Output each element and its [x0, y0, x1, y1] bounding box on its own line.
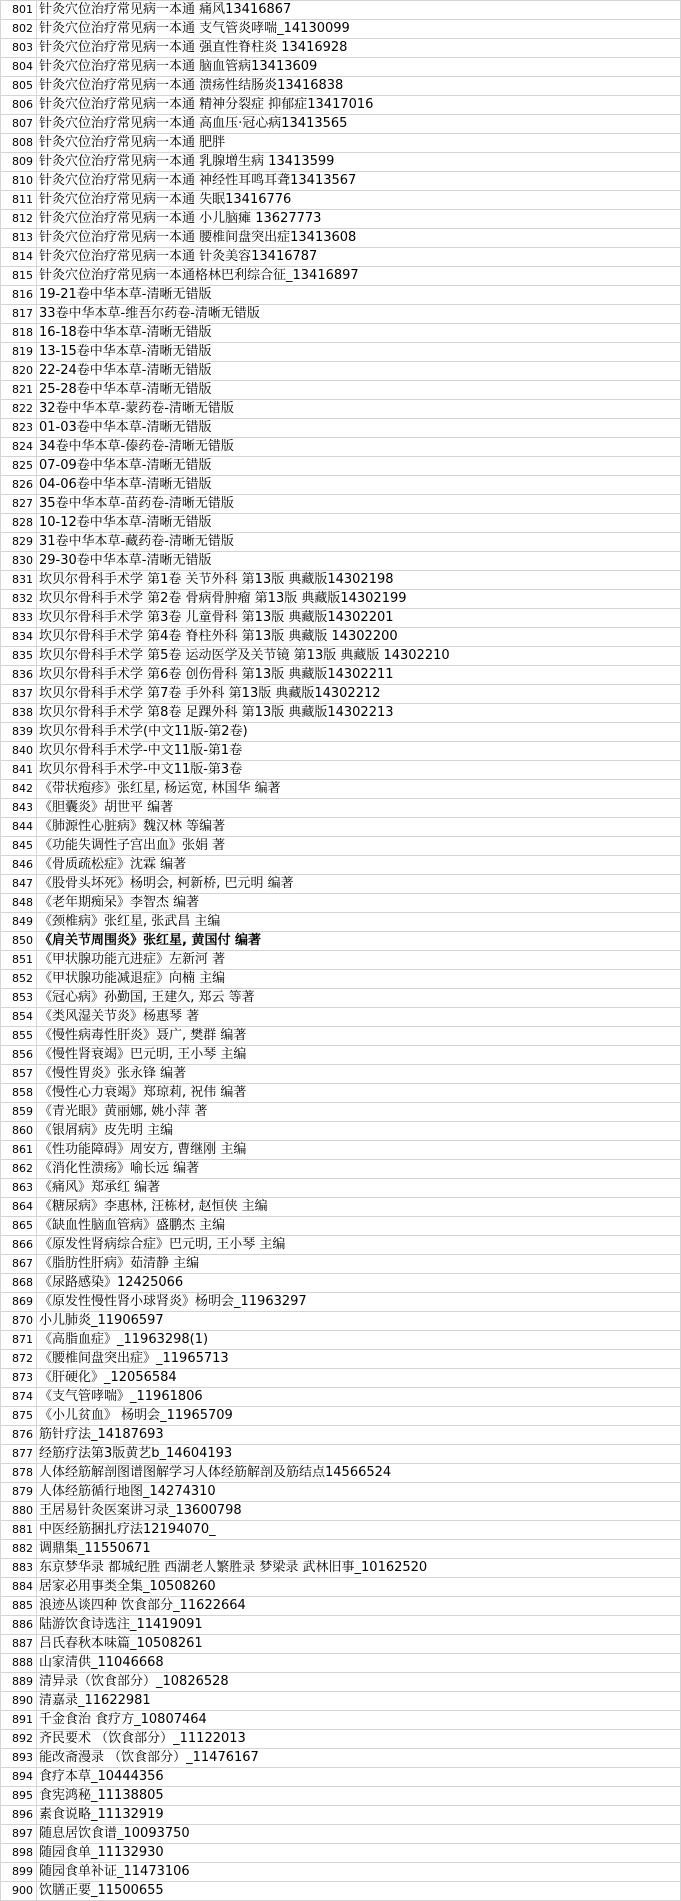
book-title-cell[interactable]: 坎贝尔骨科手术学 第1卷 关节外科 第13版 典藏版14302198 — [37, 571, 681, 590]
row-number-cell[interactable]: 859 — [0, 1103, 37, 1122]
row-number-cell[interactable]: 867 — [0, 1255, 37, 1274]
book-title-cell[interactable]: 25-28卷中华本草-清晰无错版 — [37, 381, 681, 400]
book-title-cell[interactable]: 《消化性溃疡》喻长远 编著 — [37, 1160, 681, 1179]
book-title-cell[interactable]: 《胆囊炎》胡世平 编著 — [37, 799, 681, 818]
book-title-cell[interactable]: 坎贝尔骨科手术学 第3卷 儿童骨科 第13版 典藏版14302201 — [37, 609, 681, 628]
row-number-cell[interactable]: 817 — [0, 305, 37, 324]
book-title-cell[interactable]: 坎贝尔骨科手术学(中文11版-第2卷) — [37, 723, 681, 742]
row-number-cell[interactable]: 803 — [0, 39, 37, 58]
book-title-cell[interactable]: 能改斋漫录 （饮食部分）_11476167 — [37, 1749, 681, 1768]
row-number-cell[interactable]: 818 — [0, 324, 37, 343]
book-title-cell[interactable]: 针灸穴位治疗常见病一本通 乳腺增生病 13413599 — [37, 153, 681, 172]
book-title-cell[interactable]: 《脂肪性肝病》茹清静 主编 — [37, 1255, 681, 1274]
book-title-cell[interactable]: 随园食单补证_11473106 — [37, 1863, 681, 1882]
row-number-cell[interactable]: 843 — [0, 799, 37, 818]
book-title-cell[interactable]: 针灸穴位治疗常见病一本通 支气管炎哮喘_14130099 — [37, 20, 681, 39]
book-title-cell[interactable]: 01-03卷中华本草-清晰无错版 — [37, 419, 681, 438]
row-number-cell[interactable]: 821 — [0, 381, 37, 400]
row-number-cell[interactable]: 864 — [0, 1198, 37, 1217]
row-number-cell[interactable]: 831 — [0, 571, 37, 590]
book-title-cell[interactable]: 坎贝尔骨科手术学 第6卷 创伤骨科 第13版 典藏版14302211 — [37, 666, 681, 685]
row-number-cell[interactable]: 881 — [0, 1521, 37, 1540]
row-number-cell[interactable]: 895 — [0, 1787, 37, 1806]
row-number-cell[interactable]: 885 — [0, 1597, 37, 1616]
row-number-cell[interactable]: 804 — [0, 58, 37, 77]
book-title-cell[interactable]: 饮膳正要_11500655 — [37, 1882, 681, 1901]
row-number-cell[interactable]: 850 — [0, 932, 37, 951]
book-title-cell[interactable]: 《慢性肾衰竭》巴元明, 王小琴 主编 — [37, 1046, 681, 1065]
row-number-cell[interactable]: 814 — [0, 248, 37, 267]
book-title-cell[interactable]: 坎贝尔骨科手术学 第8卷 足踝外科 第13版 典藏版14302213 — [37, 704, 681, 723]
row-number-cell[interactable]: 882 — [0, 1540, 37, 1559]
row-number-cell[interactable]: 880 — [0, 1502, 37, 1521]
book-title-cell[interactable]: 《腰椎间盘突出症》_11965713 — [37, 1350, 681, 1369]
row-number-cell[interactable]: 840 — [0, 742, 37, 761]
book-title-cell[interactable]: 针灸穴位治疗常见病一本通 失眠13416776 — [37, 191, 681, 210]
row-number-cell[interactable]: 842 — [0, 780, 37, 799]
row-number-cell[interactable]: 876 — [0, 1426, 37, 1445]
book-title-cell[interactable]: 清异录（饮食部分）_10826528 — [37, 1673, 681, 1692]
row-number-cell[interactable]: 845 — [0, 837, 37, 856]
row-number-cell[interactable]: 887 — [0, 1635, 37, 1654]
row-number-cell[interactable]: 861 — [0, 1141, 37, 1160]
row-number-cell[interactable]: 805 — [0, 77, 37, 96]
row-number-cell[interactable]: 812 — [0, 210, 37, 229]
row-number-cell[interactable]: 858 — [0, 1084, 37, 1103]
row-number-cell[interactable]: 893 — [0, 1749, 37, 1768]
row-number-cell[interactable]: 835 — [0, 647, 37, 666]
row-number-cell[interactable]: 886 — [0, 1616, 37, 1635]
row-number-cell[interactable]: 852 — [0, 970, 37, 989]
book-title-cell[interactable]: 《带状疱疹》张红星, 杨运宽, 林国华 编著 — [37, 780, 681, 799]
book-title-cell[interactable]: 食疗本草_10444356 — [37, 1768, 681, 1787]
book-title-cell[interactable]: 《类风湿关节炎》杨惠琴 著 — [37, 1008, 681, 1027]
row-number-cell[interactable]: 806 — [0, 96, 37, 115]
book-title-cell[interactable]: 29-30卷中华本草-清晰无错版 — [37, 552, 681, 571]
row-number-cell[interactable]: 897 — [0, 1825, 37, 1844]
row-number-cell[interactable]: 802 — [0, 20, 37, 39]
book-title-cell[interactable]: 《颈椎病》张红星, 张武昌 主编 — [37, 913, 681, 932]
row-number-cell[interactable]: 879 — [0, 1483, 37, 1502]
book-title-cell[interactable]: 19-21卷中华本草-清晰无错版 — [37, 286, 681, 305]
row-number-cell[interactable]: 877 — [0, 1445, 37, 1464]
book-title-cell[interactable]: 《股骨头坏死》杨明会, 柯新桥, 巴元明 编著 — [37, 875, 681, 894]
book-title-cell[interactable]: 《原发性慢性肾小球肾炎》杨明会_11963297 — [37, 1293, 681, 1312]
book-title-cell[interactable]: 针灸穴位治疗常见病一本通 腰椎间盘突出症13413608 — [37, 229, 681, 248]
row-number-cell[interactable]: 853 — [0, 989, 37, 1008]
book-title-cell[interactable]: 13-15卷中华本草-清晰无错版 — [37, 343, 681, 362]
book-title-cell[interactable]: 针灸穴位治疗常见病一本通格林巴利综合征_13416897 — [37, 267, 681, 286]
book-title-cell[interactable]: 清嘉录_11622981 — [37, 1692, 681, 1711]
row-number-cell[interactable]: 890 — [0, 1692, 37, 1711]
row-number-cell[interactable]: 891 — [0, 1711, 37, 1730]
row-number-cell[interactable]: 824 — [0, 438, 37, 457]
row-number-cell[interactable]: 869 — [0, 1293, 37, 1312]
book-title-cell[interactable]: 针灸穴位治疗常见病一本通 强直性脊柱炎 13416928 — [37, 39, 681, 58]
row-number-cell[interactable]: 837 — [0, 685, 37, 704]
row-number-cell[interactable]: 808 — [0, 134, 37, 153]
book-title-cell[interactable]: 坎贝尔骨科手术学-中文11版-第3卷 — [37, 761, 681, 780]
row-number-cell[interactable]: 872 — [0, 1350, 37, 1369]
row-number-cell[interactable]: 819 — [0, 343, 37, 362]
row-number-cell[interactable]: 874 — [0, 1388, 37, 1407]
book-title-cell[interactable]: 《慢性病毒性肝炎》聂广, 樊群 编著 — [37, 1027, 681, 1046]
row-number-cell[interactable]: 894 — [0, 1768, 37, 1787]
row-number-cell[interactable]: 834 — [0, 628, 37, 647]
book-title-cell[interactable]: 《青光眼》黄丽娜, 姚小萍 著 — [37, 1103, 681, 1122]
book-title-cell[interactable]: 34卷中华本草-傣药卷-清晰无错版 — [37, 438, 681, 457]
book-title-cell[interactable]: 《糖尿病》李惠林, 汪栋材, 赵恒侠 主编 — [37, 1198, 681, 1217]
book-title-cell[interactable]: 随园食单_11132930 — [37, 1844, 681, 1863]
row-number-cell[interactable]: 828 — [0, 514, 37, 533]
book-title-cell[interactable]: 《慢性心力衰竭》郑琼莉, 祝伟 编著 — [37, 1084, 681, 1103]
book-title-cell[interactable]: 食宪鸿秘_11138805 — [37, 1787, 681, 1806]
row-number-cell[interactable]: 809 — [0, 153, 37, 172]
book-title-cell[interactable]: 33卷中华本草-维吾尔药卷-清晰无错版 — [37, 305, 681, 324]
book-title-cell[interactable]: 《肺源性心脏病》魏汉林 等编著 — [37, 818, 681, 837]
book-title-cell[interactable]: 坎贝尔骨科手术学 第7卷 手外科 第13版 典藏版14302212 — [37, 685, 681, 704]
row-number-cell[interactable]: 860 — [0, 1122, 37, 1141]
row-number-cell[interactable]: 900 — [0, 1882, 37, 1901]
book-title-cell[interactable]: 《痛风》郑承红 编著 — [37, 1179, 681, 1198]
book-title-cell[interactable]: 齐民要术 （饮食部分）_11122013 — [37, 1730, 681, 1749]
book-title-cell[interactable]: 《支气管哮喘》_11961806 — [37, 1388, 681, 1407]
row-number-cell[interactable]: 889 — [0, 1673, 37, 1692]
row-number-cell[interactable]: 811 — [0, 191, 37, 210]
book-title-cell[interactable]: 16-18卷中华本草-清晰无错版 — [37, 324, 681, 343]
row-number-cell[interactable]: 892 — [0, 1730, 37, 1749]
row-number-cell[interactable]: 836 — [0, 666, 37, 685]
row-number-cell[interactable]: 870 — [0, 1312, 37, 1331]
row-number-cell[interactable]: 833 — [0, 609, 37, 628]
book-title-cell[interactable]: 吕氏春秋本味篇_10508261 — [37, 1635, 681, 1654]
row-number-cell[interactable]: 839 — [0, 723, 37, 742]
row-number-cell[interactable]: 829 — [0, 533, 37, 552]
book-title-cell[interactable]: 《冠心病》孙勤国, 王建久, 郑云 等著 — [37, 989, 681, 1008]
row-number-cell[interactable]: 838 — [0, 704, 37, 723]
row-number-cell[interactable]: 865 — [0, 1217, 37, 1236]
book-title-cell[interactable]: 10-12卷中华本草-清晰无错版 — [37, 514, 681, 533]
book-title-cell[interactable]: 04-06卷中华本草-清晰无错版 — [37, 476, 681, 495]
row-number-cell[interactable]: 857 — [0, 1065, 37, 1084]
row-number-cell[interactable]: 827 — [0, 495, 37, 514]
book-title-cell[interactable]: 《骨质疏松症》沈霖 编著 — [37, 856, 681, 875]
book-title-cell[interactable]: 针灸穴位治疗常见病一本通 针灸美容13416787 — [37, 248, 681, 267]
book-title-cell[interactable]: 居家必用事类全集_10508260 — [37, 1578, 681, 1597]
book-title-cell[interactable]: 《慢性胃炎》张永锋 编著 — [37, 1065, 681, 1084]
row-number-cell[interactable]: 801 — [0, 1, 37, 20]
book-title-cell[interactable]: 《高脂血症》_11963298(1) — [37, 1331, 681, 1350]
row-number-cell[interactable]: 868 — [0, 1274, 37, 1293]
row-number-cell[interactable]: 875 — [0, 1407, 37, 1426]
book-title-cell[interactable]: 针灸穴位治疗常见病一本通 高血压·冠心病13413565 — [37, 115, 681, 134]
book-title-cell[interactable]: 《缺血性脑血管病》盛鹏杰 主编 — [37, 1217, 681, 1236]
row-number-cell[interactable]: 862 — [0, 1160, 37, 1179]
row-number-cell[interactable]: 846 — [0, 856, 37, 875]
row-number-cell[interactable]: 844 — [0, 818, 37, 837]
row-number-cell[interactable]: 823 — [0, 419, 37, 438]
book-title-cell[interactable]: 针灸穴位治疗常见病一本通 小儿脑瘫 13627773 — [37, 210, 681, 229]
book-title-cell[interactable]: 针灸穴位治疗常见病一本通 精神分裂症 抑郁症13417016 — [37, 96, 681, 115]
book-title-cell[interactable]: 浪迹丛谈四种 饮食部分_11622664 — [37, 1597, 681, 1616]
row-number-cell[interactable]: 816 — [0, 286, 37, 305]
row-number-cell[interactable]: 854 — [0, 1008, 37, 1027]
row-number-cell[interactable]: 863 — [0, 1179, 37, 1198]
book-title-cell[interactable]: 《银屑病》皮先明 主编 — [37, 1122, 681, 1141]
book-title-cell[interactable]: 坎贝尔骨科手术学 第4卷 脊柱外科 第13版 典藏版 14302200 — [37, 628, 681, 647]
book-title-cell[interactable]: 《原发性肾病综合症》巴元明, 王小琴 主编 — [37, 1236, 681, 1255]
book-title-cell[interactable]: 《肝硬化》_12056584 — [37, 1369, 681, 1388]
row-number-cell[interactable]: 830 — [0, 552, 37, 571]
book-title-cell[interactable]: 31卷中华本草-藏药卷-清晰无错版 — [37, 533, 681, 552]
book-title-cell[interactable]: 坎贝尔骨科手术学 第2卷 骨病骨肿瘤 第13版 典藏版14302199 — [37, 590, 681, 609]
row-number-cell[interactable]: 878 — [0, 1464, 37, 1483]
book-title-cell[interactable]: 针灸穴位治疗常见病一本通 神经性耳鸣耳聋13413567 — [37, 172, 681, 191]
row-number-cell[interactable]: 899 — [0, 1863, 37, 1882]
book-title-cell[interactable]: 经筋疗法第3版黄艺b_14604193 — [37, 1445, 681, 1464]
book-title-cell[interactable]: 人体经筋循行地图_14274310 — [37, 1483, 681, 1502]
row-number-cell[interactable]: 825 — [0, 457, 37, 476]
book-title-cell[interactable]: 陆游饮食诗选注_11419091 — [37, 1616, 681, 1635]
row-number-cell[interactable]: 855 — [0, 1027, 37, 1046]
book-title-cell[interactable]: 随息居饮食谱_10093750 — [37, 1825, 681, 1844]
row-number-cell[interactable]: 807 — [0, 115, 37, 134]
book-title-cell[interactable]: 调鼎集_11550671 — [37, 1540, 681, 1559]
book-title-cell[interactable]: 小儿肺炎_11906597 — [37, 1312, 681, 1331]
book-title-cell[interactable]: 《小儿贫血》 杨明会_11965709 — [37, 1407, 681, 1426]
book-title-cell[interactable]: 《甲状腺功能亢进症》左新河 著 — [37, 951, 681, 970]
book-title-cell[interactable]: 《性功能障碍》周安方, 曹继刚 主编 — [37, 1141, 681, 1160]
row-number-cell[interactable]: 841 — [0, 761, 37, 780]
row-number-cell[interactable]: 896 — [0, 1806, 37, 1825]
row-number-cell[interactable]: 884 — [0, 1578, 37, 1597]
book-title-cell[interactable]: 07-09卷中华本草-清晰无错版 — [37, 457, 681, 476]
book-title-cell[interactable]: 《肩关节周围炎》张红星, 黄国付 编著 — [37, 932, 681, 951]
book-title-cell[interactable]: 中医经筋捆扎疗法12194070_ — [37, 1521, 681, 1540]
book-title-cell[interactable]: 筋针疗法_14187693 — [37, 1426, 681, 1445]
book-title-cell[interactable]: 坎贝尔骨科手术学-中文11版-第1卷 — [37, 742, 681, 761]
book-title-cell[interactable]: 针灸穴位治疗常见病一本通 痛风13416867 — [37, 1, 681, 20]
book-title-cell[interactable]: 针灸穴位治疗常见病一本通 溃疡性结肠炎13416838 — [37, 77, 681, 96]
row-number-cell[interactable]: 822 — [0, 400, 37, 419]
book-title-cell[interactable]: 针灸穴位治疗常见病一本通 肥胖 — [37, 134, 681, 153]
row-number-cell[interactable]: 888 — [0, 1654, 37, 1673]
row-number-cell[interactable]: 815 — [0, 267, 37, 286]
book-title-cell[interactable]: 千金食治 食疗方_10807464 — [37, 1711, 681, 1730]
row-number-cell[interactable]: 871 — [0, 1331, 37, 1350]
row-number-cell[interactable]: 856 — [0, 1046, 37, 1065]
book-title-cell[interactable]: 针灸穴位治疗常见病一本通 脑血管病13413609 — [37, 58, 681, 77]
row-number-cell[interactable]: 898 — [0, 1844, 37, 1863]
book-title-cell[interactable]: 22-24卷中华本草-清晰无错版 — [37, 362, 681, 381]
row-number-cell[interactable]: 820 — [0, 362, 37, 381]
book-title-cell[interactable]: 东京梦华录 都城纪胜 西湖老人繁胜录 梦梁录 武林旧事_10162520 — [37, 1559, 681, 1578]
row-number-cell[interactable]: 813 — [0, 229, 37, 248]
row-number-cell[interactable]: 866 — [0, 1236, 37, 1255]
row-number-cell[interactable]: 810 — [0, 172, 37, 191]
book-title-cell[interactable]: 人体经筋解剖图谱图解学习人体经筋解剖及筋结点14566524 — [37, 1464, 681, 1483]
book-title-cell[interactable]: 35卷中华本草-苗药卷-清晰无错版 — [37, 495, 681, 514]
book-title-cell[interactable]: 《功能失调性子宫出血》张娟 著 — [37, 837, 681, 856]
row-number-cell[interactable]: 849 — [0, 913, 37, 932]
book-title-cell[interactable]: 王居易针灸医案讲习录_13600798 — [37, 1502, 681, 1521]
row-number-cell[interactable]: 826 — [0, 476, 37, 495]
book-title-cell[interactable]: 山家清供_11046668 — [37, 1654, 681, 1673]
row-number-cell[interactable]: 848 — [0, 894, 37, 913]
book-title-cell[interactable]: 《老年期痴呆》李智杰 编著 — [37, 894, 681, 913]
row-number-cell[interactable]: 873 — [0, 1369, 37, 1388]
row-number-cell[interactable]: 832 — [0, 590, 37, 609]
row-number-cell[interactable]: 883 — [0, 1559, 37, 1578]
book-title-cell[interactable]: 32卷中华本草-蒙药卷-清晰无错版 — [37, 400, 681, 419]
row-number-cell[interactable]: 847 — [0, 875, 37, 894]
book-title-cell[interactable]: 《尿路感染》12425066 — [37, 1274, 681, 1293]
book-title-cell[interactable]: 《甲状腺功能减退症》向楠 主编 — [37, 970, 681, 989]
row-number-cell[interactable]: 851 — [0, 951, 37, 970]
book-title-cell[interactable]: 素食说略_11132919 — [37, 1806, 681, 1825]
book-title-cell[interactable]: 坎贝尔骨科手术学 第5卷 运动医学及关节镜 第13版 典藏版 14302210 — [37, 647, 681, 666]
